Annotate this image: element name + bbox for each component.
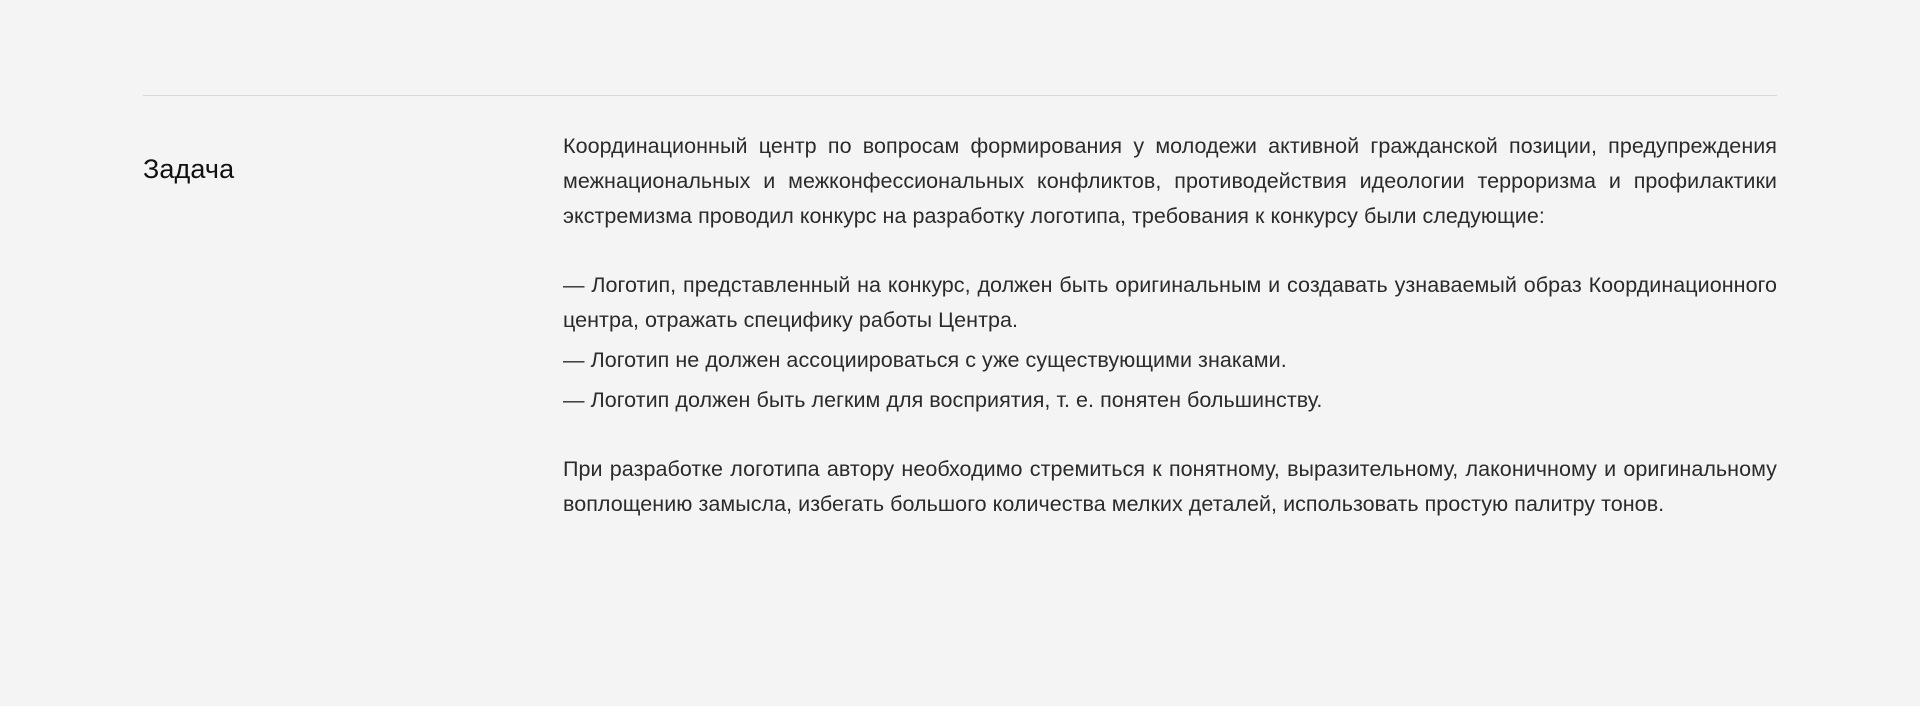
list-item: — Логотип должен быть легким для восприятия, т. е. понятен большинству.	[563, 388, 1323, 412]
content-container	[143, 95, 1777, 522]
intro-paragraph: Координационный центр по вопросам формирования у молодежи активной гражданской позиции, предупреждения межнациональных и межконфессиональных конфликтов, противодействия идеологии терроризма и профилактики экстремизма проводил конкурс на разработку логотипа, требования к конкурсу были следующие:	[563, 134, 1777, 228]
closing-paragraph: При разработке логотипа автору необходимо стремиться к понятному, выразительному, лаконичному и оригинальному воплощению замысла, избегать большого количества мелких деталей, использовать простую палитру тонов.	[563, 457, 1777, 516]
right-column	[563, 129, 1777, 522]
page-title: Задача	[143, 154, 235, 185]
list-item: — Логотип, представленный на конкурс, должен быть оригинальным и создавать узнаваемый образ Координационного центра, отражать специфику работы Центра.	[563, 273, 1777, 332]
two-column-layout	[143, 129, 1777, 522]
left-column	[143, 129, 563, 209]
list-item: — Логотип не должен ассоциироваться с уже существующими знаками.	[563, 348, 1287, 372]
requirements-list	[563, 268, 1777, 418]
top-divider	[143, 95, 1777, 96]
